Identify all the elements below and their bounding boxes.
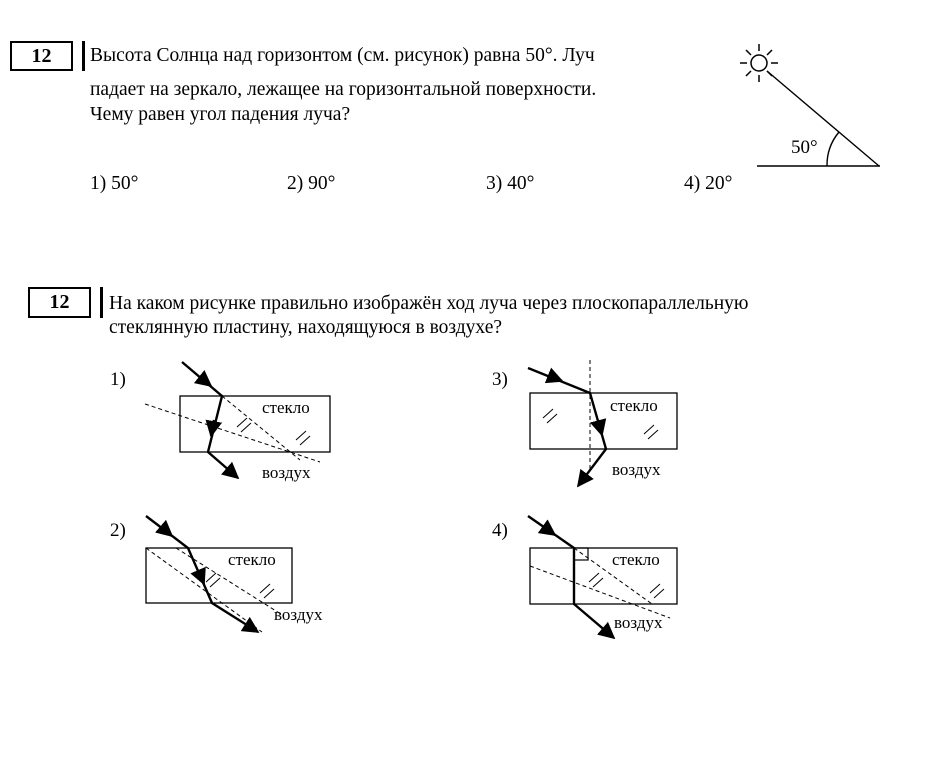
angle-label: 50° (791, 137, 818, 158)
answer-option-3: 3) 40° (486, 173, 535, 194)
question2-text-line-1: На каком рисунке правильно изображён ход луча через плоскопараллельную (109, 293, 749, 314)
glass-label: стекло (612, 550, 660, 569)
question2-text-line-2: стеклянную пластину, находящуюся в воздухе? (109, 317, 502, 338)
figure-4-label: 4) (492, 520, 508, 541)
answer-option-4: 4) 20° (684, 173, 733, 194)
air-label: воздух (614, 613, 663, 632)
figure-3-label: 3) (492, 369, 508, 390)
figure-2-label: 2) (110, 520, 126, 541)
air-label: воздух (612, 460, 661, 479)
figure-1-label: 1) (110, 369, 126, 390)
question-number: 12 (31, 45, 52, 67)
glass-label: стекло (610, 396, 658, 415)
question-text-line-2: падает на зеркало, лежащее на горизонтальной поверхности. (90, 79, 597, 100)
figure-3 (492, 360, 677, 486)
dashed-line (530, 566, 670, 618)
question-text-line-3: Чему равен угол падения луча? (90, 104, 351, 125)
light-ray (528, 368, 606, 486)
figure-1 (110, 362, 330, 482)
answer-option-1: 1) 50° (90, 173, 139, 194)
air-label: воздух (262, 463, 311, 482)
question-text-line-1: Высота Солнца над горизонтом (см. рисунок) равна 50°. Луч (90, 45, 595, 66)
glass-label: стекло (228, 550, 276, 569)
light-ray (182, 362, 238, 478)
figure-2 (110, 516, 323, 632)
light-ray (146, 516, 258, 632)
light-ray (528, 516, 614, 638)
glass-label: стекло (262, 398, 310, 417)
air-label: воздух (274, 605, 323, 624)
question2-number: 12 (49, 291, 70, 313)
answer-option-2: 2) 90° (287, 173, 336, 194)
figure-4 (492, 516, 677, 638)
